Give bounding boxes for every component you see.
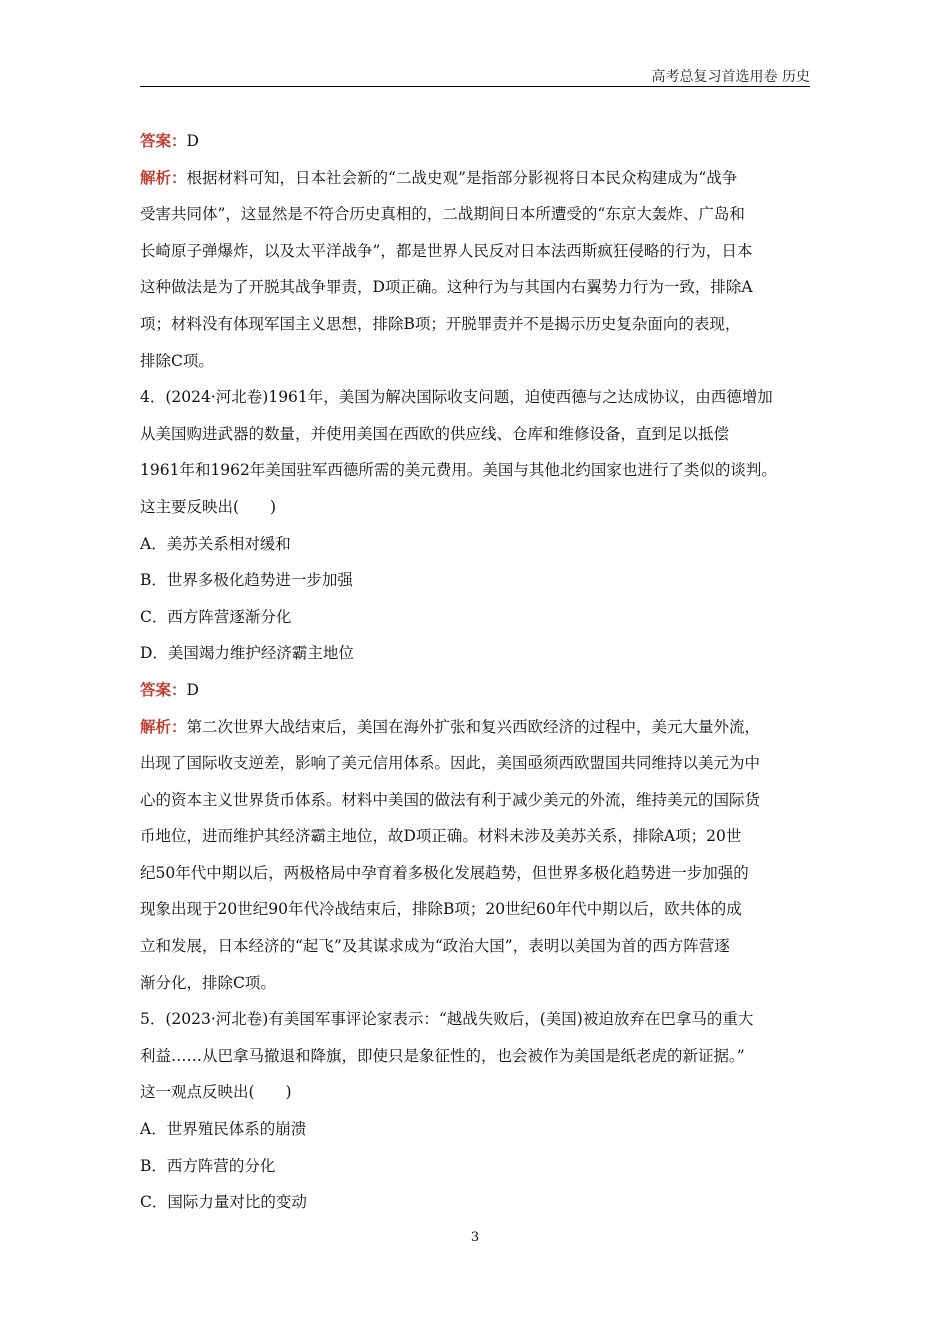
analysis-line: 出现了国际收支逆差，影响了美元信用体系。因此，美国亟须西欧盟国共同维持以美元为中 [140,754,761,773]
running-header: 高考总复习首选用卷 历史 [651,69,810,85]
analysis-label: 解析： [140,716,187,736]
question-5-option-b: B．西方阵营的分化 [140,1156,276,1175]
question-4-option-c: C．西方阵营逐渐分化 [140,607,292,626]
analysis-line: 现象出现于20世纪90年代冷战结束后，排除B项；20世纪60年代中期以后，欧共体的成 [140,900,742,919]
answer-value: D [186,680,199,699]
page-number: 3 [470,1230,480,1245]
analysis-line: 排除C项。 [140,351,214,370]
analysis-line: 立和发展，日本经济的“起飞”及其谋求成为“政治大国”，表明以美国为首的西方阵营逐 [140,937,730,956]
analysis-line: 渐分化，排除C项。 [140,973,276,992]
question-5-stem: 这一观点反映出( ) [140,1083,292,1102]
question-4-stem: 4．(2024·河北卷)1961年，美国为解决国际收支问题，迫使西德与之达成协议，由西德增加 [140,388,773,407]
page-content [140,123,812,1221]
answer-line [140,123,812,160]
answer-label: 答案： [140,131,187,150]
question-4-option-d: D．美国竭力维护经济霸主地位 [140,644,354,663]
answer-label: 答案： [140,679,187,699]
analysis-line: 币地位，进而维护其经济霸主地位，故D项正确。材料未涉及美苏关系，排除A项；20世 [140,827,742,846]
answer-line [140,672,812,709]
question-4-stem: 1961年和1962年美国驻军西德所需的美元费用。美国与其他北约国家也进行了类似的谈判。 [140,461,777,480]
analysis-line: 项；材料没有体现军国主义思想，排除B项；开脱罪责并不是揭示历史复杂面向的表现， [140,314,741,333]
question-5-stem: 利益……从巴拿马撤退和降旗，即使只是象征性的，也会被作为美国是纸老虎的新证据。” [140,1046,745,1065]
question-4-stem: 从美国购进武器的数量，并使用美国在西欧的供应线、仓库和维修设备，直到足以抵偿 [140,424,730,443]
question-5-option-c: C．国际力量对比的变动 [140,1193,307,1212]
header-rule [140,86,810,87]
analysis-line: 心的资本主义世界货币体系。材料中美国的做法有利于减少美元的外流，维持美元的国际货 [140,790,761,809]
analysis-line: 解析：根据材料可知，日本社会新的“二战史观”是指部分影视将日本民众构建成为“战争 [140,167,738,187]
question-4-stem: 这主要反映出( ) [140,497,277,516]
analysis-label: 解析： [140,167,187,187]
question-4-option-a: A．美苏关系相对缓和 [140,534,291,553]
analysis-line: 这种做法是为了开脱其战争罪责，D项正确。这种行为与其国内右翼势力行为一致，排除A [140,278,753,297]
analysis-line: 纪50年代中期以后，两极格局中孕育着多极化发展趋势，但世界多极化趋势进一步加强的 [140,863,749,882]
answer-value: D [186,132,199,150]
analysis-line: 长崎原子弹爆炸，以及太平洋战争”，都是世界人民反对日本法西斯疯狂侵略的行为，日本 [140,241,753,260]
analysis-line: 解析：第二次世界大战结束后，美国在海外扩张和复兴西欧经济的过程中，美元大量外流， [140,716,761,736]
analysis-line: 受害共同体”，这显然是不符合历史真相的，二战期间日本所遭受的“东京大轰炸、广岛和 [140,205,745,224]
question-4-option-b: B．世界多极化趋势进一步加强 [140,571,353,590]
question-5-stem: 5．(2023·河北卷)有美国军事评论家表示：“越战失败后，(美国)被迫放弃在巴拿马的重大 [140,1010,754,1029]
question-5-option-a: A．世界殖民体系的崩溃 [140,1120,307,1139]
